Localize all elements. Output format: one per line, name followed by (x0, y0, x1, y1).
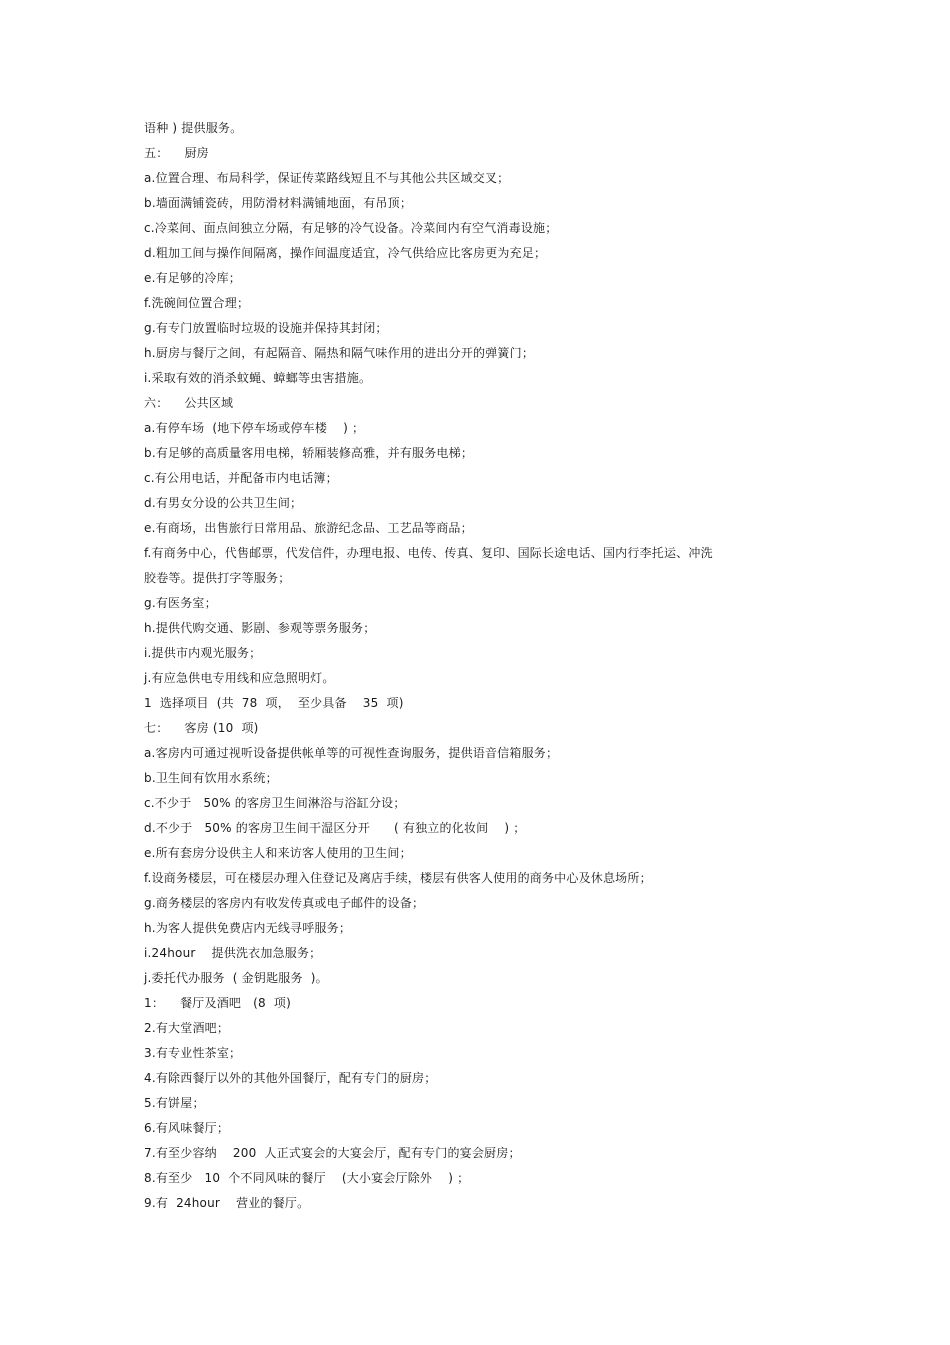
text-line: b.卫生间有饮用水系统； (144, 771, 278, 785)
text-line: c.有公用电话，并配备市内电话簿； (144, 471, 338, 485)
text-line: a.位置合理、布局科学，保证传菜路线短且不与其他公共区域交叉； (144, 171, 510, 185)
text-line: 6.有风味餐厅； (144, 1121, 230, 1135)
text-line: g.有医务室； (144, 596, 217, 610)
text-line: h.提供代购交通、影剧、参观等票务服务； (144, 621, 376, 635)
text-line: i.24hour 提供洗衣加急服务； (144, 946, 322, 960)
text-line: 9.有 24hour 营业的餐厅。 (144, 1196, 310, 1210)
text-line: a.客房内可通过视听设备提供帐单等的可视性查询服务，提供语音信箱服务； (144, 746, 559, 760)
text-line: j.委托代办服务 ( 金钥匙服务 )。 (144, 971, 328, 985)
text-line: d.不少于 50% 的客房卫生间干湿区分开 ( 有独立的化妆间 ) ； (144, 821, 526, 835)
text-line: a.有停车场 (地下停车场或停车楼 ) ； (144, 421, 365, 435)
text-line: 3.有专业性茶室； (144, 1046, 242, 1060)
section-heading-kitchen: 五： 厨房 (144, 146, 209, 160)
text-line: i.提供市内观光服务； (144, 646, 262, 660)
text-line: i.采取有效的消杀蚊蝇、蟑螂等虫害措施。 (144, 371, 372, 385)
text-line: f.设商务楼层，可在楼层办理入住登记及离店手续，楼层有供客人使用的商务中心及休息场所； (144, 871, 652, 885)
text-line: b.墙面满铺瓷砖，用防滑材料满铺地面，有吊顶； (144, 196, 413, 210)
text-line: 4.有除西餐厅以外的其他外国餐厅，配有专门的厨房； (144, 1071, 437, 1085)
text-line: h.厨房与餐厅之间，有起隔音、隔热和隔气味作用的进出分开的弹簧门； (144, 346, 535, 360)
text-line: 胶卷等。提供打字等服务； (144, 571, 291, 585)
text-line: 5.有饼屋； (144, 1096, 205, 1110)
text-line: h.为客人提供免费店内无线寻呼服务； (144, 921, 352, 935)
text-line: 2.有大堂酒吧； (144, 1021, 230, 1035)
text-line: d.粗加工间与操作间隔离，操作间温度适宜，冷气供给应比客房更为充足； (144, 246, 547, 260)
section-heading-restaurants-bars: 1： 餐厅及酒吧 (8 项) (144, 996, 291, 1010)
text-line: c.冷菜间、面点间独立分隔，有足够的冷气设备。冷菜间内有空气消毒设施； (144, 221, 558, 235)
text-line: 语种 ) 提供服务。 (144, 121, 243, 135)
text-line: 8.有至少 10 个不同风味的餐厅 (大小宴会厅除外 ) ； (144, 1171, 470, 1185)
text-line: e.有商场，出售旅行日常用品、旅游纪念品、工艺品等商品； (144, 521, 473, 535)
text-line: g.商务楼层的客房内有收发传真或电子邮件的设备； (144, 896, 425, 910)
section-heading-guest-rooms: 七： 客房 (10 项) (144, 721, 259, 735)
section-heading-public-area: 六： 公共区域 (144, 396, 234, 410)
text-line: j.有应急供电专用线和应急照明灯。 (144, 671, 335, 685)
section-heading-optional-items: 1 选择项目 (共 78 项， 至少具备 35 项) (144, 696, 404, 710)
document-body (144, 116, 784, 1216)
text-line: f.有商务中心，代售邮票，代发信件，办理电报、电传、传真、复印、国际长途电话、国内行李托运、冲洗 (144, 546, 713, 560)
text-line: e.有足够的冷库； (144, 271, 241, 285)
text-line: d.有男女分设的公共卫生间； (144, 496, 303, 510)
text-line: b.有足够的高质量客用电梯，轿厢装修高雅，并有服务电梯； (144, 446, 474, 460)
text-line: g.有专门放置临时垃圾的设施并保持其封闭； (144, 321, 388, 335)
text-line: 7.有至少容纳 200 人正式宴会的大宴会厅，配有专门的宴会厨房； (144, 1146, 521, 1160)
text-line: f.洗碗间位置合理； (144, 296, 250, 310)
text-line: e.所有套房分设供主人和来访客人使用的卫生间； (144, 846, 412, 860)
text-line: c.不少于 50% 的客房卫生间淋浴与浴缸分设； (144, 796, 406, 810)
